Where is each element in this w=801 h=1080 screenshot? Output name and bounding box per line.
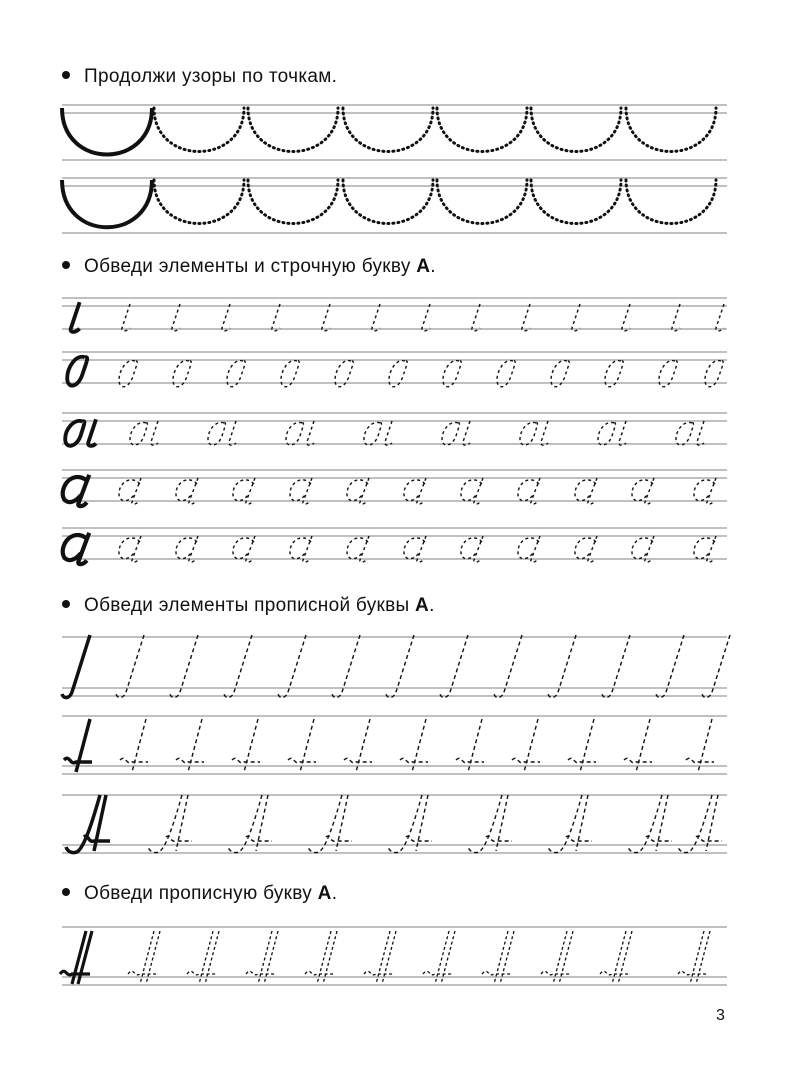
ruling-lines-section-4: [62, 927, 727, 985]
instruction-1: Продолжи узоры по точкам.: [62, 66, 337, 88]
ruling-lines-section-2: [62, 298, 727, 559]
scallop-row-2: [62, 180, 716, 227]
trace-row-i: [71, 302, 724, 332]
instruction-4: Обведи прописную букву А.: [62, 883, 337, 905]
trace-row-oi: [65, 419, 704, 446]
instruction-2: Обведи элементы и строчную букву А.: [62, 256, 436, 278]
trace-row-o: [67, 357, 723, 387]
scallop-row-1: [62, 108, 716, 155]
trace-row-upper-a: [60, 931, 710, 984]
trace-row-upper-element-2: [64, 719, 714, 772]
page-number: 3: [716, 1007, 725, 1024]
trace-row-upper-element-3: [66, 795, 722, 853]
ruling-lines-section-3: [62, 637, 727, 853]
instruction-3: Обведи элементы прописной буквы А.: [62, 595, 435, 617]
